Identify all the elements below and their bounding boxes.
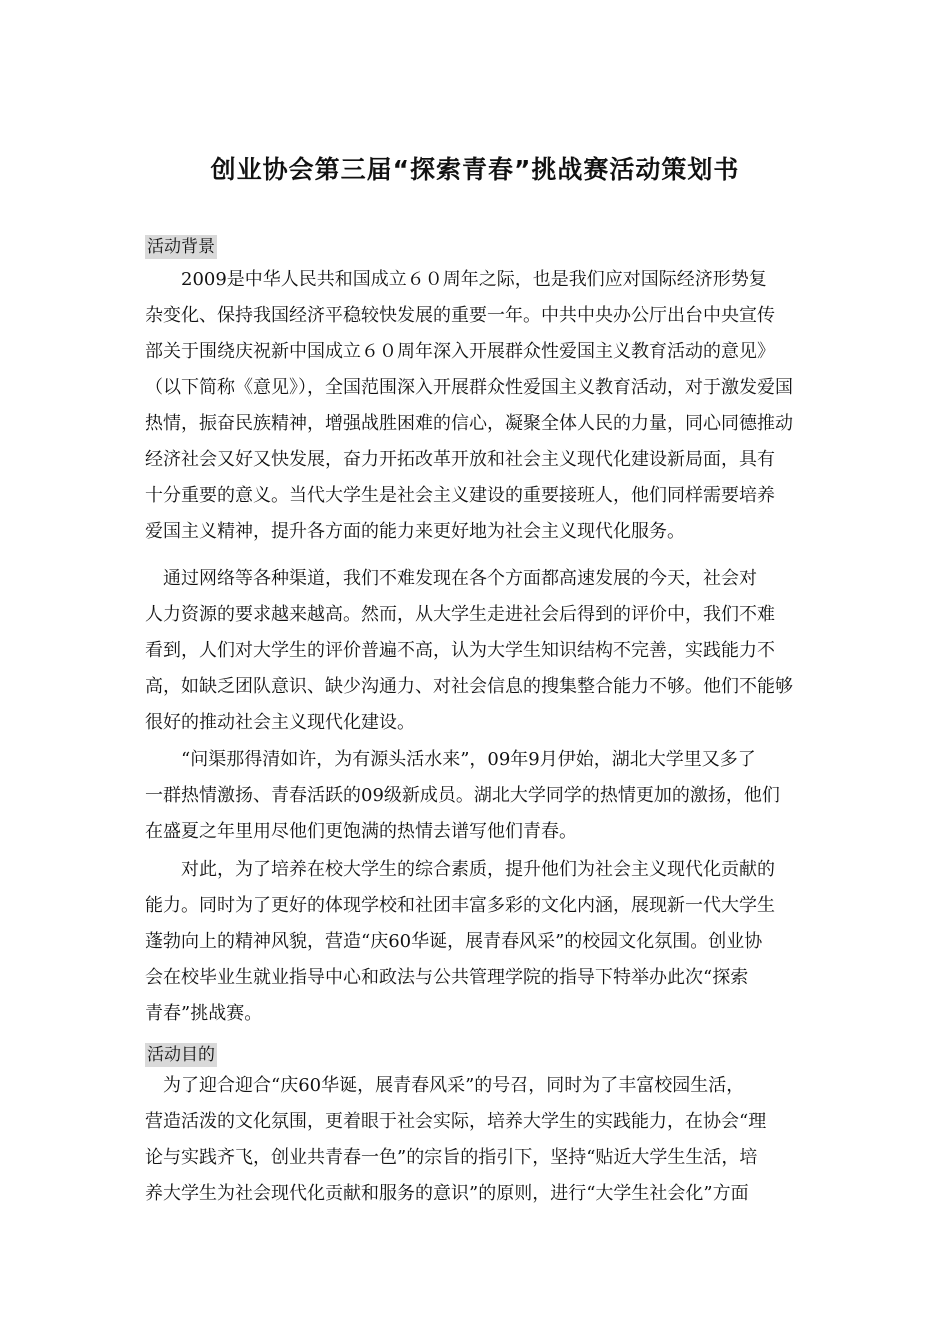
text-line: 营造活泼的文化氛围，更着眼于社会实际，培养大学生的实践能力，在协会“理: [145, 1111, 767, 1132]
section-heading-background: 活动背景: [147, 237, 215, 257]
text-line: 能力。同时为了更好的体现学校和社团丰富多彩的文化内涵，展现新一代大学生: [145, 895, 775, 916]
text-line: 论与实践齐飞，创业共青春一色”的宗旨的指引下，坚持“贴近大学生生活，培: [145, 1147, 758, 1168]
text-line: 高，如缺乏团队意识、缺少沟通力、对社会信息的搜集整合能力不够。他们不能够: [145, 676, 793, 697]
text-line: 看到，人们对大学生的评价普遍不高，认为大学生知识结构不完善，实践能力不: [145, 640, 775, 661]
text-line: 十分重要的意义。当代大学生是社会主义建设的重要接班人，他们同样需要培养: [145, 485, 775, 506]
text-line: 2009是中华人民共和国成立６０周年之际，也是我们应对国际经济形势复: [145, 269, 767, 290]
document-title: 创业协会第三届“探索青春”挑战赛活动策划书: [210, 155, 740, 184]
text-line: 爱国主义精神，提升各方面的能力来更好地为社会主义现代化服务。: [145, 521, 685, 542]
paragraph-purpose-1: [145, 1068, 807, 1212]
section-heading-purpose: 活动目的: [147, 1045, 215, 1065]
text-line: 会在校毕业生就业指导中心和政法与公共管理学院的指导下特举办此次“探索: [145, 967, 749, 988]
text-line: 经济社会又好又快发展，奋力开拓改革开放和社会主义现代化建设新局面，具有: [145, 449, 775, 470]
text-line: 很好的推动社会主义现代化建设。: [145, 712, 415, 733]
paragraph-background-1: [145, 262, 807, 550]
text-line: 热情，振奋民族精神，增强战胜困难的信心，凝聚全体人民的力量，同心同德推动: [145, 413, 793, 434]
text-line: 在盛夏之年里用尽他们更饱满的热情去谱写他们青春。: [145, 821, 577, 842]
text-line: 为了迎合迎合“庆60华诞，展青春风采”的号召，同时为了丰富校园生活，: [145, 1075, 745, 1096]
text-line: 杂变化、保持我国经济平稳较快发展的重要一年。中共中央办公厅出台中央宣传: [145, 305, 775, 326]
paragraph-background-3: [145, 742, 807, 850]
text-line: 养大学生为社会现代化贡献和服务的意识”的原则，进行“大学生社会化”方面: [145, 1183, 749, 1204]
paragraph-background-2: [145, 561, 807, 741]
text-line: 对此，为了培养在校大学生的综合素质，提升他们为社会主义现代化贡献的: [145, 859, 775, 880]
text-line: 人力资源的要求越来越高。然而，从大学生走进社会后得到的评价中，我们不难: [145, 604, 775, 625]
text-line: 蓬勃向上的精神风貌，营造“庆60华诞，展青春风采”的校园文化氛围。创业协: [145, 931, 763, 952]
text-line: “问渠那得清如许，为有源头活水来”，09年9月伊始，湖北大学里又多了: [145, 749, 756, 770]
text-line: 部关于围绕庆祝新中国成立６０周年深入开展群众性爱国主义教育活动的意见》: [145, 341, 775, 362]
text-line: （以下简称《意见》），全国范围深入开展群众性爱国主义教育活动，对于激发爱国: [145, 377, 793, 398]
text-line: 通过网络等各种渠道，我们不难发现在各个方面都高速发展的今天，社会对: [145, 568, 757, 589]
text-line: 青春”挑战赛。: [145, 1003, 263, 1024]
paragraph-background-4: [145, 852, 807, 1032]
text-line: 一群热情激扬、青春活跃的09级新成员。湖北大学同学的热情更加的激扬，他们: [145, 785, 780, 806]
